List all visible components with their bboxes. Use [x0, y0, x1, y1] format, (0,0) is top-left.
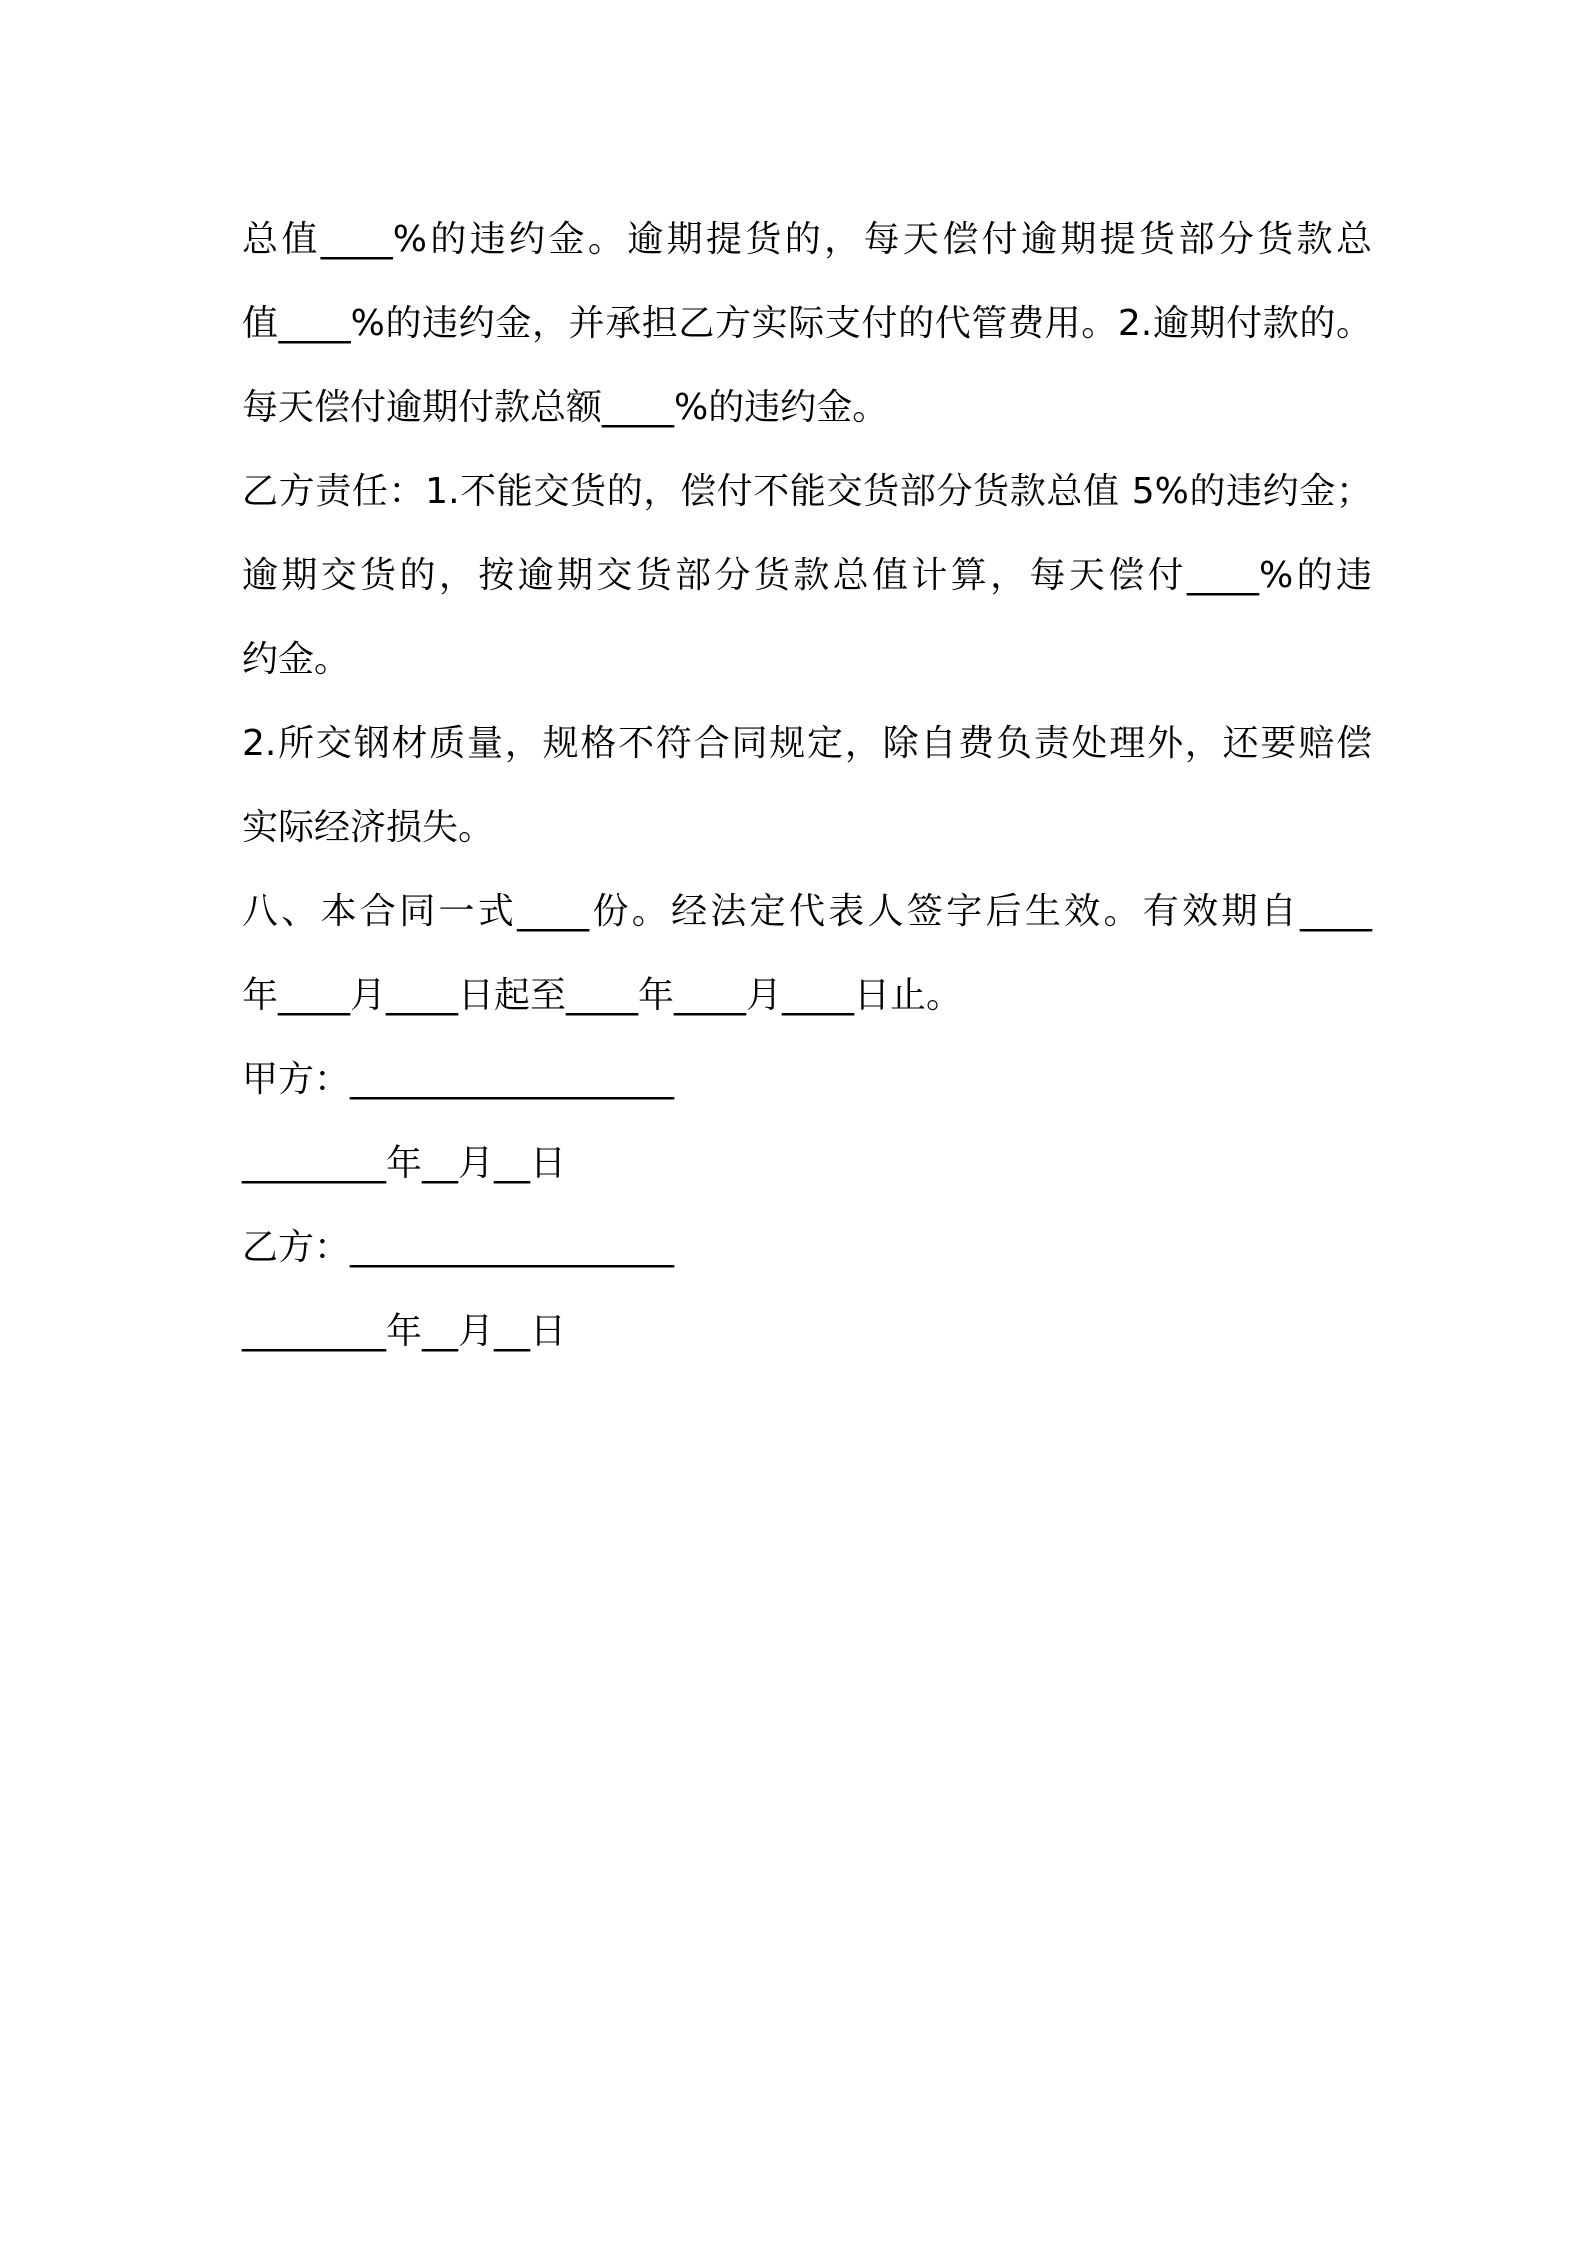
party-b-signature-line: 乙方：__________________ [242, 1227, 675, 1268]
text-line: 每天偿付逾期付款总额____%的违约金。 [242, 387, 889, 428]
text-line: 逾期交货的，按逾期交货部分货款总值计算，每天偿付____%的违 [242, 555, 1372, 596]
party-a-date-line: ________年__月__日 [242, 1143, 567, 1184]
text-line: 总值____%的违约金。逾期提货的，每天偿付逾期提货部分货款总 [242, 219, 1372, 260]
text-line: 年____月____日起至____年____月____日止。 [242, 975, 963, 1016]
party-b-date-line: ________年__月__日 [242, 1311, 567, 1352]
text-line: 约金。 [242, 639, 351, 680]
text-line: 2.所交钢材质量，规格不符合同规定，除自费负责处理外，还要赔偿 [242, 723, 1372, 764]
text-line: 乙方责任：1.不能交货的，偿付不能交货部分货款总值 5%的违约金； [242, 471, 1372, 512]
text-line: 值____%的违约金，并承担乙方实际支付的代管费用。2.逾期付款的。 [242, 303, 1372, 344]
contract-text [242, 198, 1372, 1374]
party-a-signature-line: 甲方：__________________ [242, 1059, 675, 1100]
text-line: 八、本合同一式____份。经法定代表人签字后生效。有效期自____ [242, 891, 1372, 932]
text-line: 实际经济损失。 [242, 807, 495, 848]
